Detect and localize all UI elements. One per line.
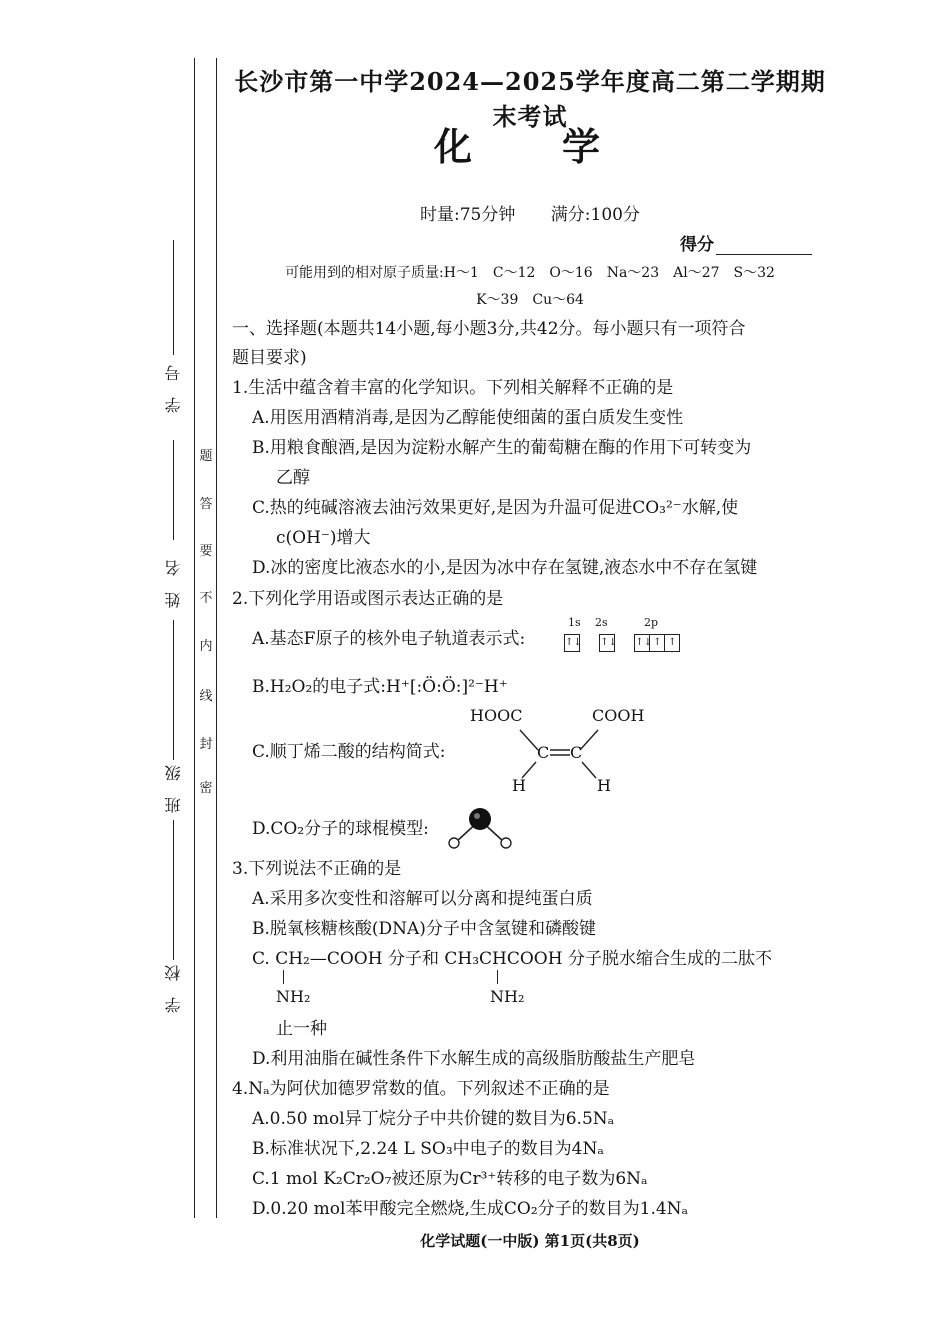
ball-stick-model-icon <box>444 804 516 850</box>
structure-hydrogen: H <box>597 776 611 795</box>
option-c-cont: 止一种 <box>276 1019 327 1039</box>
option-c: C.顺丁烯二酸的结构简式: <box>252 742 446 762</box>
student-id-label: 学 号 <box>164 365 183 413</box>
atomic-masses <box>230 260 830 314</box>
school-blank <box>173 820 174 960</box>
orbital-diagram <box>565 632 680 652</box>
orbital-box: ↑↓ <box>564 634 580 652</box>
class-label: 班 级 <box>164 765 183 813</box>
option-c-cont: c(OH⁻)增大 <box>276 528 371 548</box>
option-a: A.基态F原子的核外电子轨道表示式: <box>252 629 526 649</box>
orbital-box: ↑ <box>649 634 665 652</box>
bond-line <box>283 970 284 984</box>
exam-title: 长沙市第一中学2024—2025学年度高二第二学期期末考试 <box>234 67 826 131</box>
option-d: D.冰的密度比液态水的小,是因为冰中存在氢键,液态水中不存在氢键 <box>252 558 758 578</box>
orbital-label: 2s <box>595 616 608 629</box>
orbital-box: ↑↓ <box>634 634 650 652</box>
orbital-label: 2p <box>644 616 659 629</box>
option-b: B.用粮食酿酒,是因为淀粉水解产生的葡萄糖在酶的作用下可转变为 <box>252 438 752 458</box>
seal-char: 答 <box>199 497 213 512</box>
option-b: B.脱氧核糖核酸(DNA)分子中含氢键和磷酸键 <box>252 919 596 939</box>
atomic-masses-line: K～39 Cu～64 <box>476 292 584 308</box>
option-b: B.标准状况下,2.24 L SO₃中电子的数目为4Nₐ <box>252 1139 604 1159</box>
score-blank[interactable] <box>716 238 812 255</box>
option-b-cont: 乙醇 <box>276 468 310 488</box>
orbital-box: ↑↓ <box>599 634 615 652</box>
option-b: B.H₂O₂的电子式:H⁺[:Ö:Ö:]²⁻H⁺ <box>252 677 508 697</box>
orbital-label: 1s <box>568 616 581 629</box>
score-label: 得分 <box>680 235 714 255</box>
binding-margin-inner-line <box>216 58 217 1218</box>
option-a: A.采用多次变性和溶解可以分离和提纯蛋白质 <box>252 889 593 909</box>
page-footer: 化学试题(一中版) 第1页(共8页) <box>420 1232 640 1250</box>
structure-hydrogen: H <box>512 776 526 795</box>
option-d: D.0.20 mol苯甲酸完全燃烧,生成CO₂分子的数目为1.4Nₐ <box>252 1199 689 1219</box>
seal-char: 不 <box>199 591 213 606</box>
option-c: C.1 mol K₂Cr₂O₇被还原为Cr³⁺转移的电子数为6Nₐ <box>252 1169 648 1189</box>
question-stem: 2.下列化学用语或图示表达正确的是 <box>232 589 504 609</box>
time-limit: 时量:75分钟 <box>420 205 516 225</box>
seal-char: 题 <box>199 449 213 464</box>
option-c: C. CH₂—COOH 分子和 CH₃CHCOOH 分子脱水缩合生成的二肽不 <box>252 949 772 969</box>
seal-char: 要 <box>199 544 213 559</box>
structure-carbon: C <box>570 743 583 762</box>
section-heading: 一、选择题(本题共14小题,每小题3分,共42分。每小题只有一项符合 <box>232 319 746 339</box>
name-blank <box>173 440 174 540</box>
amino-group: NH₂ <box>276 987 311 1006</box>
option-c: C.热的纯碱溶液去油污效果更好,是因为升温可促进CO₃²⁻水解,使 <box>252 498 739 518</box>
binding-margin-outer-line <box>194 58 195 1218</box>
option-a: A.0.50 mol异丁烷分子中共价键的数目为6.5Nₐ <box>252 1109 615 1129</box>
seal-char: 封 <box>199 737 213 752</box>
score-field[interactable] <box>680 230 812 255</box>
option-a: A.用医用酒精消毒,是因为乙醇能使细菌的蛋白质发生变性 <box>252 408 684 428</box>
full-score: 满分:100分 <box>550 205 640 225</box>
seal-char: 线 <box>199 689 213 704</box>
class-blank <box>173 620 174 760</box>
structure-group: HOOC <box>470 706 523 725</box>
amino-group: NH₂ <box>490 987 525 1006</box>
question-stem: 3.下列说法不正确的是 <box>232 859 402 879</box>
seal-char: 内 <box>199 639 213 654</box>
section-heading: 题目要求) <box>232 348 307 368</box>
orbital-box: ↑ <box>664 634 680 652</box>
question-stem: 4.Nₐ为阿伏加德罗常数的值。下列叙述不正确的是 <box>232 1079 610 1099</box>
bond-line <box>497 970 498 984</box>
maleic-acid-bonds <box>500 722 620 784</box>
exam-timing <box>230 200 830 225</box>
question-stem: 1.生活中蕴含着丰富的化学知识。下列相关解释不正确的是 <box>232 378 674 398</box>
school-label: 学 校 <box>164 965 183 1013</box>
name-label: 姓 名 <box>164 560 183 608</box>
option-d: D.利用油脂在碱性条件下水解生成的高级脂肪酸盐生产肥皂 <box>252 1049 696 1069</box>
subject-title: 化 学 <box>433 124 626 169</box>
structure-group: COOH <box>592 706 645 725</box>
option-d: D.CO₂分子的球棍模型: <box>252 819 429 839</box>
student-id-blank <box>173 240 174 355</box>
seal-char: 密 <box>199 781 213 796</box>
structure-carbon: C <box>537 743 550 762</box>
atomic-masses-line: 可能用到的相对原子质量:H～1 C～12 O～16 Na～23 Al～27 S～32 <box>285 265 775 281</box>
